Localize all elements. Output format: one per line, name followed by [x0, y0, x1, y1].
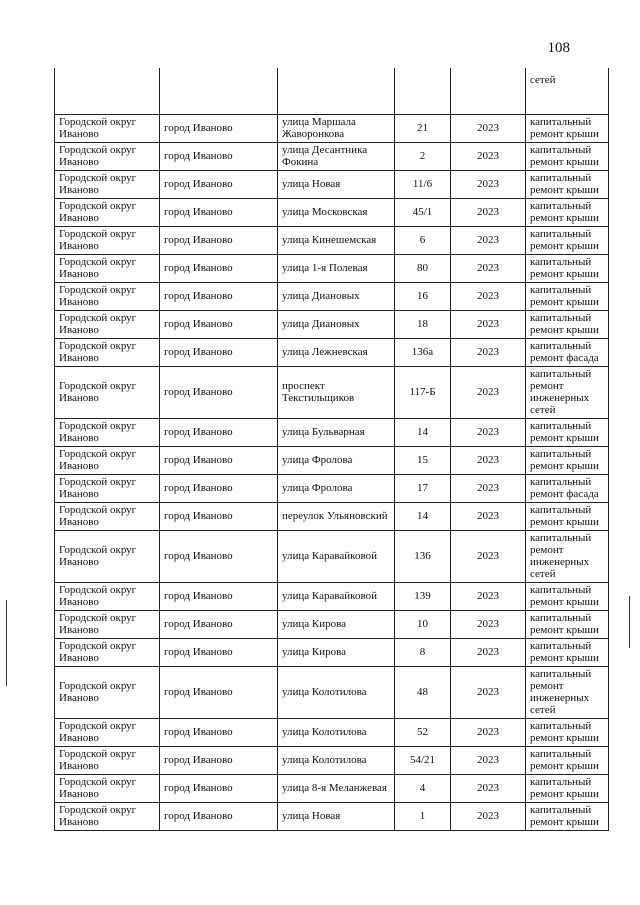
cell-year: 2023: [451, 198, 526, 226]
cell-work-type: капитальный ремонт крыши: [526, 502, 609, 530]
table-row: [55, 142, 609, 170]
cell-year: 2023: [451, 282, 526, 310]
cell-street: улица 1-я Полевая: [278, 254, 395, 282]
cell-house: 1: [395, 802, 451, 830]
cell-street: улица Каравайковой: [278, 530, 395, 582]
cell-year: 2023: [451, 114, 526, 142]
cell-municipality: Городской округ Иваново: [55, 610, 160, 638]
cell-municipality: Городской округ Иваново: [55, 338, 160, 366]
table-row: [55, 582, 609, 610]
cell-street: улица Новая: [278, 170, 395, 198]
table-row: [55, 254, 609, 282]
cell-municipality: Городской округ Иваново: [55, 666, 160, 718]
cell-city: город Иваново: [160, 366, 278, 418]
cell-work-type: капитальный ремонт крыши: [526, 282, 609, 310]
cell-municipality: Городской округ Иваново: [55, 446, 160, 474]
cell-work-type: капитальный ремонт крыши: [526, 114, 609, 142]
table-row: [55, 366, 609, 418]
cell-street: улица Фролова: [278, 474, 395, 502]
cell-municipality: Городской округ Иваново: [55, 718, 160, 746]
cell-house: 139: [395, 582, 451, 610]
cell-street: [278, 68, 395, 114]
cell-year: 2023: [451, 226, 526, 254]
table-row: [55, 610, 609, 638]
continuation-row: [55, 68, 609, 114]
cell-street: улица Кинешемская: [278, 226, 395, 254]
cell-year: 2023: [451, 366, 526, 418]
cell-house: [395, 68, 451, 114]
cell-city: город Иваново: [160, 338, 278, 366]
cell-street: улица Маршала Жаворонкова: [278, 114, 395, 142]
cell-work-type: капитальный ремонт крыши: [526, 718, 609, 746]
table-body: [55, 68, 609, 830]
cell-house: 52: [395, 718, 451, 746]
cell-year: 2023: [451, 502, 526, 530]
cell-year: 2023: [451, 338, 526, 366]
cell-municipality: Городской округ Иваново: [55, 198, 160, 226]
cell-work-type: капитальный ремонт фасада: [526, 474, 609, 502]
table-row: [55, 446, 609, 474]
cell-municipality: [55, 68, 160, 114]
cell-work-type: капитальный ремонт инженерных сетей: [526, 366, 609, 418]
cell-year: [451, 68, 526, 114]
cell-municipality: Городской округ Иваново: [55, 114, 160, 142]
cell-house: 11/6: [395, 170, 451, 198]
table-row: [55, 226, 609, 254]
margin-mark: [6, 600, 7, 686]
cell-street: улица Диановых: [278, 310, 395, 338]
cell-work-type: капитальный ремонт крыши: [526, 446, 609, 474]
table-row: [55, 418, 609, 446]
cell-year: 2023: [451, 254, 526, 282]
cell-city: город Иваново: [160, 198, 278, 226]
cell-municipality: Городской округ Иваново: [55, 774, 160, 802]
cell-house: 45/1: [395, 198, 451, 226]
cell-work-type: капитальный ремонт крыши: [526, 310, 609, 338]
table-row: [55, 774, 609, 802]
cell-street: улица Бульварная: [278, 418, 395, 446]
cell-municipality: Городской округ Иваново: [55, 282, 160, 310]
cell-year: 2023: [451, 582, 526, 610]
cell-municipality: Городской округ Иваново: [55, 142, 160, 170]
cell-city: город Иваново: [160, 610, 278, 638]
cell-house: 14: [395, 502, 451, 530]
cell-year: 2023: [451, 802, 526, 830]
cell-city: город Иваново: [160, 802, 278, 830]
cell-street: улица Лежневская: [278, 338, 395, 366]
cell-year: 2023: [451, 310, 526, 338]
cell-house: 18: [395, 310, 451, 338]
cell-house: 15: [395, 446, 451, 474]
cell-city: [160, 68, 278, 114]
cell-work-type: капитальный ремонт инженерных сетей: [526, 666, 609, 718]
table-row: [55, 282, 609, 310]
table-row: [55, 666, 609, 718]
cell-street: улица Десантника Фокина: [278, 142, 395, 170]
cell-work-type: капитальный ремонт крыши: [526, 142, 609, 170]
cell-city: город Иваново: [160, 310, 278, 338]
cell-year: 2023: [451, 446, 526, 474]
cell-work-type: капитальный ремонт крыши: [526, 170, 609, 198]
cell-house: 54/21: [395, 746, 451, 774]
cell-city: город Иваново: [160, 226, 278, 254]
cell-house: 48: [395, 666, 451, 718]
table-row: [55, 746, 609, 774]
cell-city: город Иваново: [160, 718, 278, 746]
cell-city: город Иваново: [160, 666, 278, 718]
page-number: 108: [547, 40, 570, 56]
cell-city: город Иваново: [160, 282, 278, 310]
repair-registry-table: [54, 68, 609, 831]
cell-house: 14: [395, 418, 451, 446]
cell-municipality: Городской округ Иваново: [55, 366, 160, 418]
cell-work-type: капитальный ремонт крыши: [526, 610, 609, 638]
table-row: [55, 474, 609, 502]
table-row: [55, 338, 609, 366]
margin-mark: [629, 596, 630, 648]
cell-street: проспект Текстильщиков: [278, 366, 395, 418]
cell-work-type: капитальный ремонт крыши: [526, 582, 609, 610]
cell-city: город Иваново: [160, 774, 278, 802]
cell-year: 2023: [451, 638, 526, 666]
cell-work-type: капитальный ремонт инженерных сетей: [526, 530, 609, 582]
cell-year: 2023: [451, 418, 526, 446]
cell-city: город Иваново: [160, 254, 278, 282]
cell-year: 2023: [451, 530, 526, 582]
cell-year: 2023: [451, 610, 526, 638]
cell-city: город Иваново: [160, 582, 278, 610]
cell-house: 2: [395, 142, 451, 170]
cell-street: улица Московская: [278, 198, 395, 226]
table-row: [55, 310, 609, 338]
cell-year: 2023: [451, 474, 526, 502]
cell-municipality: Городской округ Иваново: [55, 226, 160, 254]
cell-work-type: сетей: [526, 68, 609, 114]
cell-work-type: капитальный ремонт крыши: [526, 254, 609, 282]
cell-street: улица Кирова: [278, 610, 395, 638]
cell-city: город Иваново: [160, 142, 278, 170]
cell-house: 117-Б: [395, 366, 451, 418]
cell-street: улица Каравайковой: [278, 582, 395, 610]
cell-house: 6: [395, 226, 451, 254]
cell-house: 21: [395, 114, 451, 142]
cell-city: город Иваново: [160, 114, 278, 142]
cell-city: город Иваново: [160, 502, 278, 530]
cell-municipality: Городской округ Иваново: [55, 746, 160, 774]
cell-street: улица Колотилова: [278, 746, 395, 774]
cell-street: улица Колотилова: [278, 666, 395, 718]
cell-house: 80: [395, 254, 451, 282]
table-row: [55, 802, 609, 830]
cell-year: 2023: [451, 142, 526, 170]
cell-work-type: капитальный ремонт крыши: [526, 802, 609, 830]
cell-house: 8: [395, 638, 451, 666]
cell-street: улица Диановых: [278, 282, 395, 310]
cell-municipality: Городской округ Иваново: [55, 530, 160, 582]
cell-street: улица Кирова: [278, 638, 395, 666]
cell-year: 2023: [451, 666, 526, 718]
cell-municipality: Городской округ Иваново: [55, 802, 160, 830]
cell-municipality: Городской округ Иваново: [55, 502, 160, 530]
cell-city: город Иваново: [160, 746, 278, 774]
cell-city: город Иваново: [160, 418, 278, 446]
cell-city: город Иваново: [160, 446, 278, 474]
cell-street: улица Колотилова: [278, 718, 395, 746]
cell-house: 136а: [395, 338, 451, 366]
table-row: [55, 198, 609, 226]
cell-work-type: капитальный ремонт фасада: [526, 338, 609, 366]
cell-work-type: капитальный ремонт крыши: [526, 746, 609, 774]
cell-year: 2023: [451, 746, 526, 774]
table-row: [55, 114, 609, 142]
cell-municipality: Городской округ Иваново: [55, 418, 160, 446]
cell-municipality: Городской округ Иваново: [55, 582, 160, 610]
cell-year: 2023: [451, 170, 526, 198]
cell-city: город Иваново: [160, 474, 278, 502]
cell-municipality: Городской округ Иваново: [55, 310, 160, 338]
cell-year: 2023: [451, 774, 526, 802]
cell-street: улица Новая: [278, 802, 395, 830]
table-row: [55, 530, 609, 582]
cell-municipality: Городской округ Иваново: [55, 170, 160, 198]
table-row: [55, 170, 609, 198]
cell-city: город Иваново: [160, 170, 278, 198]
cell-municipality: Городской округ Иваново: [55, 254, 160, 282]
cell-street: улица 8-я Меланжевая: [278, 774, 395, 802]
cell-house: 10: [395, 610, 451, 638]
cell-work-type: капитальный ремонт крыши: [526, 198, 609, 226]
cell-year: 2023: [451, 718, 526, 746]
cell-house: 17: [395, 474, 451, 502]
cell-municipality: Городской округ Иваново: [55, 638, 160, 666]
cell-city: город Иваново: [160, 638, 278, 666]
table-row: [55, 502, 609, 530]
table-row: [55, 718, 609, 746]
cell-municipality: Городской округ Иваново: [55, 474, 160, 502]
cell-house: 16: [395, 282, 451, 310]
cell-street: переулок Ульяновский: [278, 502, 395, 530]
cell-work-type: капитальный ремонт крыши: [526, 774, 609, 802]
cell-street: улица Фролова: [278, 446, 395, 474]
cell-work-type: капитальный ремонт крыши: [526, 638, 609, 666]
cell-work-type: капитальный ремонт крыши: [526, 418, 609, 446]
cell-house: 4: [395, 774, 451, 802]
cell-house: 136: [395, 530, 451, 582]
cell-work-type: капитальный ремонт крыши: [526, 226, 609, 254]
table-row: [55, 638, 609, 666]
cell-city: город Иваново: [160, 530, 278, 582]
